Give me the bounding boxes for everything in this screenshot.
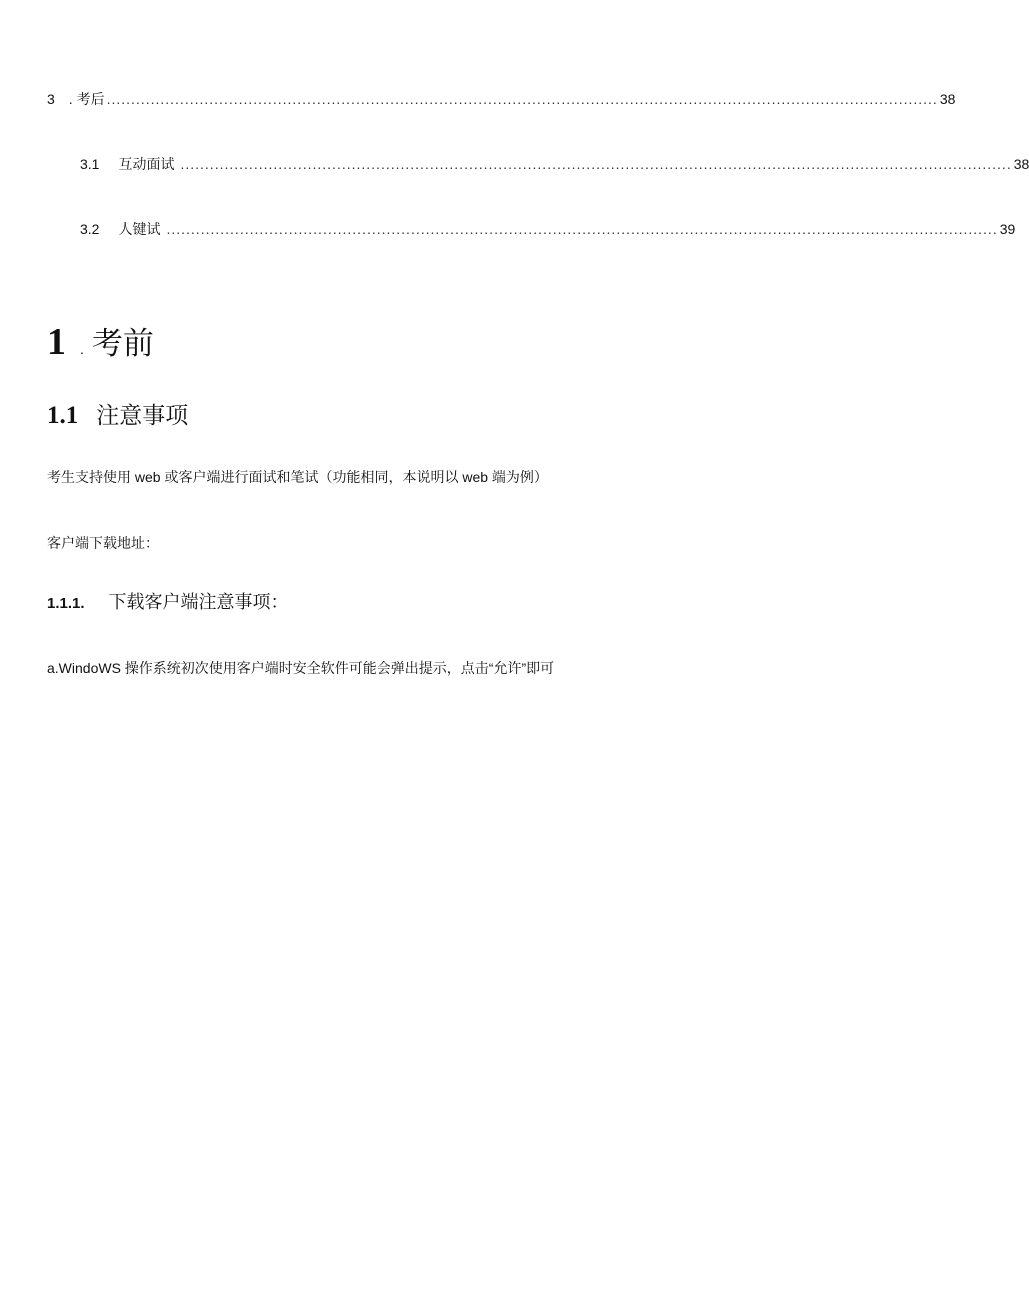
toc-entry-page: 38 [939,91,956,107]
section-heading-1 [47,318,154,364]
section-heading-1-1-1 [47,588,289,614]
toc-entry-3-2[interactable] [80,219,1016,239]
heading-number: 1.1.1. [47,595,85,612]
toc-entry-title: 人键试 [118,221,161,237]
paragraph-windows-note: a.WindoWS 操作系统初次使用客户端时安全软件可能会弹出提示，点击“允许”即可 [47,660,555,676]
heading-number: 1 [47,321,66,363]
toc-leader-dots: .......................................................................................................................................................................... [106,91,938,107]
toc-entry-number: 3.2 [80,221,100,237]
paragraph-intro: 考生支持使用 web 或客户端进行面试和笔试（功能相同，本说明以 web 端为例） [47,469,548,485]
heading-title: 考前 [91,326,154,361]
toc-leader-dots: .......................................................................................................................................................................... [180,156,1012,172]
toc-leader-dots: .......................................................................................................................................................................... [166,221,998,237]
toc-entry-number: 3 [47,91,55,107]
toc-entry-number: 3.1 [80,156,100,172]
toc-entry-page: 39 [999,221,1016,237]
toc-entry-title: 互动面试 [118,156,175,172]
heading-dot: . [80,341,84,357]
section-heading-1-1 [47,397,188,430]
toc-entry-3[interactable] [47,89,956,109]
heading-number: 1.1 [47,402,79,429]
toc-entry-page: 38 [1013,156,1029,172]
heading-title: 下载客户端注意事项： [108,592,289,612]
paragraph-download-address: 客户端下载地址： [47,535,159,551]
toc-entry-title: . 考后 [68,91,105,107]
toc-entry-3-1[interactable] [80,154,1029,174]
heading-title: 注意事项 [96,402,189,428]
